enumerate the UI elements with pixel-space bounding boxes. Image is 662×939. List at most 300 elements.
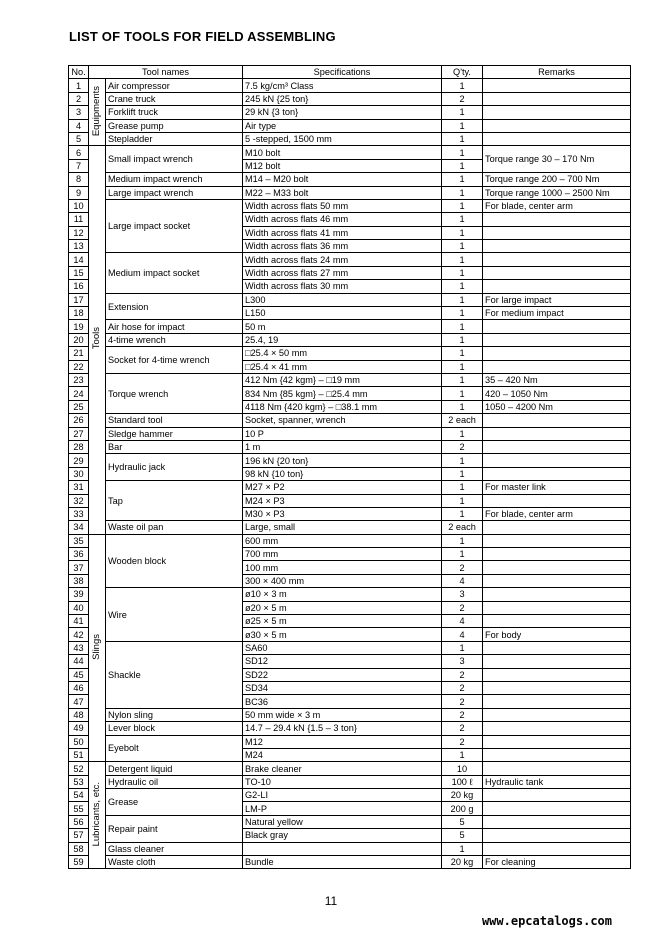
specification: 412 Nm {42 kgm} – □19 mm — [243, 373, 442, 386]
quantity: 2 — [442, 695, 483, 708]
row-number: 17 — [69, 293, 89, 306]
table-row — [69, 789, 631, 802]
tool-name: Standard tool — [106, 414, 243, 427]
quantity: 2 — [442, 561, 483, 574]
row-number: 47 — [69, 695, 89, 708]
table-header-row — [69, 66, 631, 79]
group-label-lubricants — [89, 762, 106, 869]
row-number: 45 — [69, 668, 89, 681]
tool-name: Shackle — [106, 641, 243, 708]
remark — [483, 708, 631, 721]
remark — [483, 240, 631, 253]
table-row — [69, 414, 631, 427]
remark — [483, 681, 631, 694]
quantity: 1 — [442, 507, 483, 520]
table-row — [69, 842, 631, 855]
remark: For medium impact — [483, 307, 631, 320]
row-number: 20 — [69, 333, 89, 346]
row-number: 57 — [69, 829, 89, 842]
quantity: 1 — [442, 454, 483, 467]
row-number: 22 — [69, 360, 89, 373]
remark: For master link — [483, 481, 631, 494]
specification: ø10 × 3 m — [243, 588, 442, 601]
specification: Width across flats 24 mm — [243, 253, 442, 266]
remark — [483, 467, 631, 480]
row-number: 19 — [69, 320, 89, 333]
table-row — [69, 173, 631, 186]
tool-name: Detergent liquid — [106, 762, 243, 775]
quantity: 5 — [442, 815, 483, 828]
remark — [483, 360, 631, 373]
specification: Brake cleaner — [243, 762, 442, 775]
specification: 600 mm — [243, 534, 442, 547]
specification: 29 kN {3 ton} — [243, 106, 442, 119]
specification: □25.4 × 41 mm — [243, 360, 442, 373]
row-number: 31 — [69, 481, 89, 494]
table-row — [69, 347, 631, 360]
tool-name: Glass cleaner — [106, 842, 243, 855]
table-row — [69, 775, 631, 788]
quantity: 1 — [442, 347, 483, 360]
row-number: 8 — [69, 173, 89, 186]
quantity: 1 — [442, 467, 483, 480]
quantity: 1 — [442, 641, 483, 654]
tool-name: Medium impact wrench — [106, 173, 243, 186]
table-row — [69, 373, 631, 386]
row-number: 53 — [69, 775, 89, 788]
group-label-slings — [89, 534, 106, 762]
quantity: 2 — [442, 92, 483, 105]
specification: ø25 × 5 m — [243, 615, 442, 628]
specification: Width across flats 41 mm — [243, 226, 442, 239]
row-number: 55 — [69, 802, 89, 815]
remark — [483, 548, 631, 561]
row-number: 29 — [69, 454, 89, 467]
row-number: 18 — [69, 307, 89, 320]
tool-name: Waste oil pan — [106, 521, 243, 534]
quantity: 1 — [442, 481, 483, 494]
table-row — [69, 641, 631, 654]
tool-name: Bar — [106, 440, 243, 453]
specification: 5 -stepped, 1500 mm — [243, 132, 442, 145]
specification: Width across flats 36 mm — [243, 240, 442, 253]
row-number: 28 — [69, 440, 89, 453]
remark: 420 – 1050 Nm — [483, 387, 631, 400]
table-row — [69, 253, 631, 266]
specification: 834 Nm {85 kgm} – □25.4 mm — [243, 387, 442, 400]
tool-name: Lever block — [106, 722, 243, 735]
group-label-text: Tools — [91, 327, 102, 350]
watermark: www.epcatalogs.com — [481, 914, 612, 928]
quantity: 100 ℓ — [442, 775, 483, 788]
tool-name: 4-time wrench — [106, 333, 243, 346]
row-number: 51 — [69, 748, 89, 761]
tool-name: Grease pump — [106, 119, 243, 132]
specification: M12 bolt — [243, 159, 442, 172]
specification: L150 — [243, 307, 442, 320]
quantity: 5 — [442, 829, 483, 842]
header-no: No. — [69, 66, 89, 79]
specification: Black gray — [243, 829, 442, 842]
group-label-text: Slings — [91, 633, 102, 660]
table-row — [69, 293, 631, 306]
tool-name: Hydraulic jack — [106, 454, 243, 481]
specification: M22 – M33 bolt — [243, 186, 442, 199]
specification: ø30 × 5 m — [243, 628, 442, 641]
quantity: 3 — [442, 655, 483, 668]
quantity: 4 — [442, 615, 483, 628]
specification: 50 mm wide × 3 m — [243, 708, 442, 721]
quantity: 1 — [442, 119, 483, 132]
specification: SD34 — [243, 681, 442, 694]
table-row — [69, 333, 631, 346]
table-row — [69, 815, 631, 828]
specification: Width across flats 30 mm — [243, 280, 442, 293]
specification: 50 m — [243, 320, 442, 333]
row-number: 43 — [69, 641, 89, 654]
table-row — [69, 199, 631, 212]
specification: 4118 Nm {420 kgm} – □38.1 mm — [243, 400, 442, 413]
specification: Large, small — [243, 521, 442, 534]
remark — [483, 641, 631, 654]
specification: Natural yellow — [243, 815, 442, 828]
remark — [483, 695, 631, 708]
table-row — [69, 79, 631, 92]
row-number: 49 — [69, 722, 89, 735]
remark — [483, 320, 631, 333]
row-number: 30 — [69, 467, 89, 480]
tool-name: Torque wrench — [106, 373, 243, 413]
quantity: 2 — [442, 722, 483, 735]
specification: Width across flats 46 mm — [243, 213, 442, 226]
quantity: 2 — [442, 735, 483, 748]
quantity: 1 — [442, 253, 483, 266]
remark — [483, 280, 631, 293]
table-row — [69, 708, 631, 721]
table-row — [69, 856, 631, 869]
remark: For blade, center arm — [483, 199, 631, 212]
row-number: 3 — [69, 106, 89, 119]
tool-name: Forklift truck — [106, 106, 243, 119]
row-number: 52 — [69, 762, 89, 775]
quantity: 1 — [442, 132, 483, 145]
specification: G2-LI — [243, 789, 442, 802]
specification: Socket, spanner, wrench — [243, 414, 442, 427]
row-number: 50 — [69, 735, 89, 748]
specification: M14 – M20 bolt — [243, 173, 442, 186]
specification: ø20 × 5 m — [243, 601, 442, 614]
remark: 1050 – 4200 Nm — [483, 400, 631, 413]
row-number: 24 — [69, 387, 89, 400]
remark: For large impact — [483, 293, 631, 306]
remark: For body — [483, 628, 631, 641]
table-row — [69, 132, 631, 145]
header-specifications: Specifications — [243, 66, 442, 79]
tool-name: Grease — [106, 789, 243, 816]
quantity: 1 — [442, 159, 483, 172]
quantity: 1 — [442, 307, 483, 320]
group-label-text: Lubricants, etc. — [91, 781, 102, 847]
table-row — [69, 588, 631, 601]
row-number: 56 — [69, 815, 89, 828]
quantity: 1 — [442, 748, 483, 761]
remark — [483, 534, 631, 547]
specification: 100 mm — [243, 561, 442, 574]
specification: BC36 — [243, 695, 442, 708]
quantity: 1 — [442, 213, 483, 226]
group-label-equipments — [89, 79, 106, 146]
quantity: 2 — [442, 681, 483, 694]
specification: 300 × 400 mm — [243, 574, 442, 587]
table-row — [69, 534, 631, 547]
header-qty: Q'ty. — [442, 66, 483, 79]
remark — [483, 601, 631, 614]
quantity: 1 — [442, 427, 483, 440]
table-row — [69, 722, 631, 735]
row-number: 4 — [69, 119, 89, 132]
quantity: 2 — [442, 440, 483, 453]
specification: 245 kN {25 ton} — [243, 92, 442, 105]
remark — [483, 79, 631, 92]
specification: 196 kN {20 ton} — [243, 454, 442, 467]
remark — [483, 561, 631, 574]
quantity: 1 — [442, 79, 483, 92]
remark — [483, 762, 631, 775]
remark — [483, 414, 631, 427]
remark — [483, 347, 631, 360]
specification: SD12 — [243, 655, 442, 668]
quantity: 1 — [442, 280, 483, 293]
quantity: 20 kg — [442, 856, 483, 869]
remark: Torque range 1000 – 2500 Nm — [483, 186, 631, 199]
tool-name: Large impact wrench — [106, 186, 243, 199]
quantity: 1 — [442, 548, 483, 561]
tool-name: Stepladder — [106, 132, 243, 145]
row-number: 37 — [69, 561, 89, 574]
specification: L300 — [243, 293, 442, 306]
specification: 700 mm — [243, 548, 442, 561]
tool-name: Medium impact socket — [106, 253, 243, 293]
quantity: 4 — [442, 574, 483, 587]
specification: 1 m — [243, 440, 442, 453]
row-number: 54 — [69, 789, 89, 802]
remark — [483, 494, 631, 507]
table-row — [69, 320, 631, 333]
row-number: 11 — [69, 213, 89, 226]
specification: M10 bolt — [243, 146, 442, 159]
row-number: 15 — [69, 266, 89, 279]
remark — [483, 802, 631, 815]
remark — [483, 119, 631, 132]
row-number: 48 — [69, 708, 89, 721]
table-row — [69, 454, 631, 467]
remark: Torque range 200 – 700 Nm — [483, 173, 631, 186]
quantity: 1 — [442, 199, 483, 212]
quantity: 1 — [442, 106, 483, 119]
quantity: 2 — [442, 668, 483, 681]
tool-name: Crane truck — [106, 92, 243, 105]
tool-name: Air compressor — [106, 79, 243, 92]
tool-name: Wooden block — [106, 534, 243, 588]
remark — [483, 588, 631, 601]
header-remarks: Remarks — [483, 66, 631, 79]
tool-name: Tap — [106, 481, 243, 521]
remark — [483, 829, 631, 842]
page-title: LIST OF TOOLS FOR FIELD ASSEMBLING — [69, 29, 336, 44]
remark — [483, 815, 631, 828]
quantity: 1 — [442, 842, 483, 855]
remark: For blade, center arm — [483, 507, 631, 520]
remark — [483, 132, 631, 145]
quantity: 10 — [442, 762, 483, 775]
quantity: 1 — [442, 400, 483, 413]
tool-name: Extension — [106, 293, 243, 320]
row-number: 40 — [69, 601, 89, 614]
tool-name: Air hose for impact — [106, 320, 243, 333]
specification: SA60 — [243, 641, 442, 654]
tool-name: Sledge hammer — [106, 427, 243, 440]
specification: M24 — [243, 748, 442, 761]
table-row — [69, 186, 631, 199]
quantity: 1 — [442, 226, 483, 239]
remark — [483, 668, 631, 681]
row-number: 6 — [69, 146, 89, 159]
remark — [483, 253, 631, 266]
tool-name: Socket for 4-time wrench — [106, 347, 243, 374]
table-row — [69, 106, 631, 119]
quantity: 1 — [442, 320, 483, 333]
row-number: 41 — [69, 615, 89, 628]
specification: 25.4, 19 — [243, 333, 442, 346]
remark — [483, 789, 631, 802]
tools-table — [68, 65, 631, 869]
row-number: 46 — [69, 681, 89, 694]
remark: Torque range 30 – 170 Nm — [483, 146, 631, 173]
quantity: 1 — [442, 534, 483, 547]
row-number: 34 — [69, 521, 89, 534]
remark — [483, 748, 631, 761]
tool-name: Hydraulic oil — [106, 775, 243, 788]
row-number: 26 — [69, 414, 89, 427]
quantity: 200 g — [442, 802, 483, 815]
quantity: 1 — [442, 494, 483, 507]
quantity: 1 — [442, 360, 483, 373]
remark — [483, 333, 631, 346]
quantity: 1 — [442, 146, 483, 159]
table-row — [69, 440, 631, 453]
table-row — [69, 521, 631, 534]
quantity: 1 — [442, 333, 483, 346]
remark — [483, 213, 631, 226]
table-row — [69, 427, 631, 440]
row-number: 39 — [69, 588, 89, 601]
row-number: 23 — [69, 373, 89, 386]
table-row — [69, 92, 631, 105]
table-row — [69, 735, 631, 748]
specification: Bundle — [243, 856, 442, 869]
row-number: 27 — [69, 427, 89, 440]
row-number: 10 — [69, 199, 89, 212]
quantity: 1 — [442, 173, 483, 186]
remark: Hydraulic tank — [483, 775, 631, 788]
row-number: 33 — [69, 507, 89, 520]
specification: LM-P — [243, 802, 442, 815]
row-number: 25 — [69, 400, 89, 413]
specification: SD22 — [243, 668, 442, 681]
remark: 35 – 420 Nm — [483, 373, 631, 386]
quantity: 3 — [442, 588, 483, 601]
remark — [483, 842, 631, 855]
remark — [483, 106, 631, 119]
remark — [483, 574, 631, 587]
specification: TO-10 — [243, 775, 442, 788]
quantity: 1 — [442, 266, 483, 279]
quantity: 1 — [442, 373, 483, 386]
quantity: 2 — [442, 708, 483, 721]
row-number: 16 — [69, 280, 89, 293]
remark — [483, 735, 631, 748]
row-number: 58 — [69, 842, 89, 855]
remark — [483, 440, 631, 453]
specification: M30 × P3 — [243, 507, 442, 520]
specification: 98 kN {10 ton} — [243, 467, 442, 480]
row-number: 5 — [69, 132, 89, 145]
tool-name: Repair paint — [106, 815, 243, 842]
group-label-tools — [89, 146, 106, 534]
specification: □25.4 × 50 mm — [243, 347, 442, 360]
specification: Width across flats 27 mm — [243, 266, 442, 279]
tool-name: Small impact wrench — [106, 146, 243, 173]
quantity: 1 — [442, 240, 483, 253]
quantity: 2 each — [442, 414, 483, 427]
specification: Air type — [243, 119, 442, 132]
tool-name: Nylon sling — [106, 708, 243, 721]
remark — [483, 226, 631, 239]
page-number: 11 — [324, 894, 338, 908]
row-number: 32 — [69, 494, 89, 507]
specification: 7.5 kg/cm³ Class — [243, 79, 442, 92]
group-label-text: Equipments — [91, 85, 102, 136]
table-row — [69, 762, 631, 775]
row-number: 44 — [69, 655, 89, 668]
remark — [483, 454, 631, 467]
header-tool-names: Tool names — [89, 66, 243, 79]
quantity: 2 each — [442, 521, 483, 534]
remark — [483, 722, 631, 735]
remark — [483, 266, 631, 279]
specification: M24 × P3 — [243, 494, 442, 507]
table-row — [69, 119, 631, 132]
table-row — [69, 146, 631, 159]
quantity: 4 — [442, 628, 483, 641]
row-number: 1 — [69, 79, 89, 92]
row-number: 38 — [69, 574, 89, 587]
tool-name: Eyebolt — [106, 735, 243, 762]
quantity: 1 — [442, 293, 483, 306]
row-number: 42 — [69, 628, 89, 641]
tool-name: Large impact socket — [106, 199, 243, 253]
specification: M12 — [243, 735, 442, 748]
remark — [483, 521, 631, 534]
row-number: 13 — [69, 240, 89, 253]
row-number: 9 — [69, 186, 89, 199]
specification: Width across flats 50 mm — [243, 199, 442, 212]
row-number: 12 — [69, 226, 89, 239]
quantity: 1 — [442, 387, 483, 400]
specification — [243, 842, 442, 855]
tool-name: Waste cloth — [106, 856, 243, 869]
row-number: 35 — [69, 534, 89, 547]
